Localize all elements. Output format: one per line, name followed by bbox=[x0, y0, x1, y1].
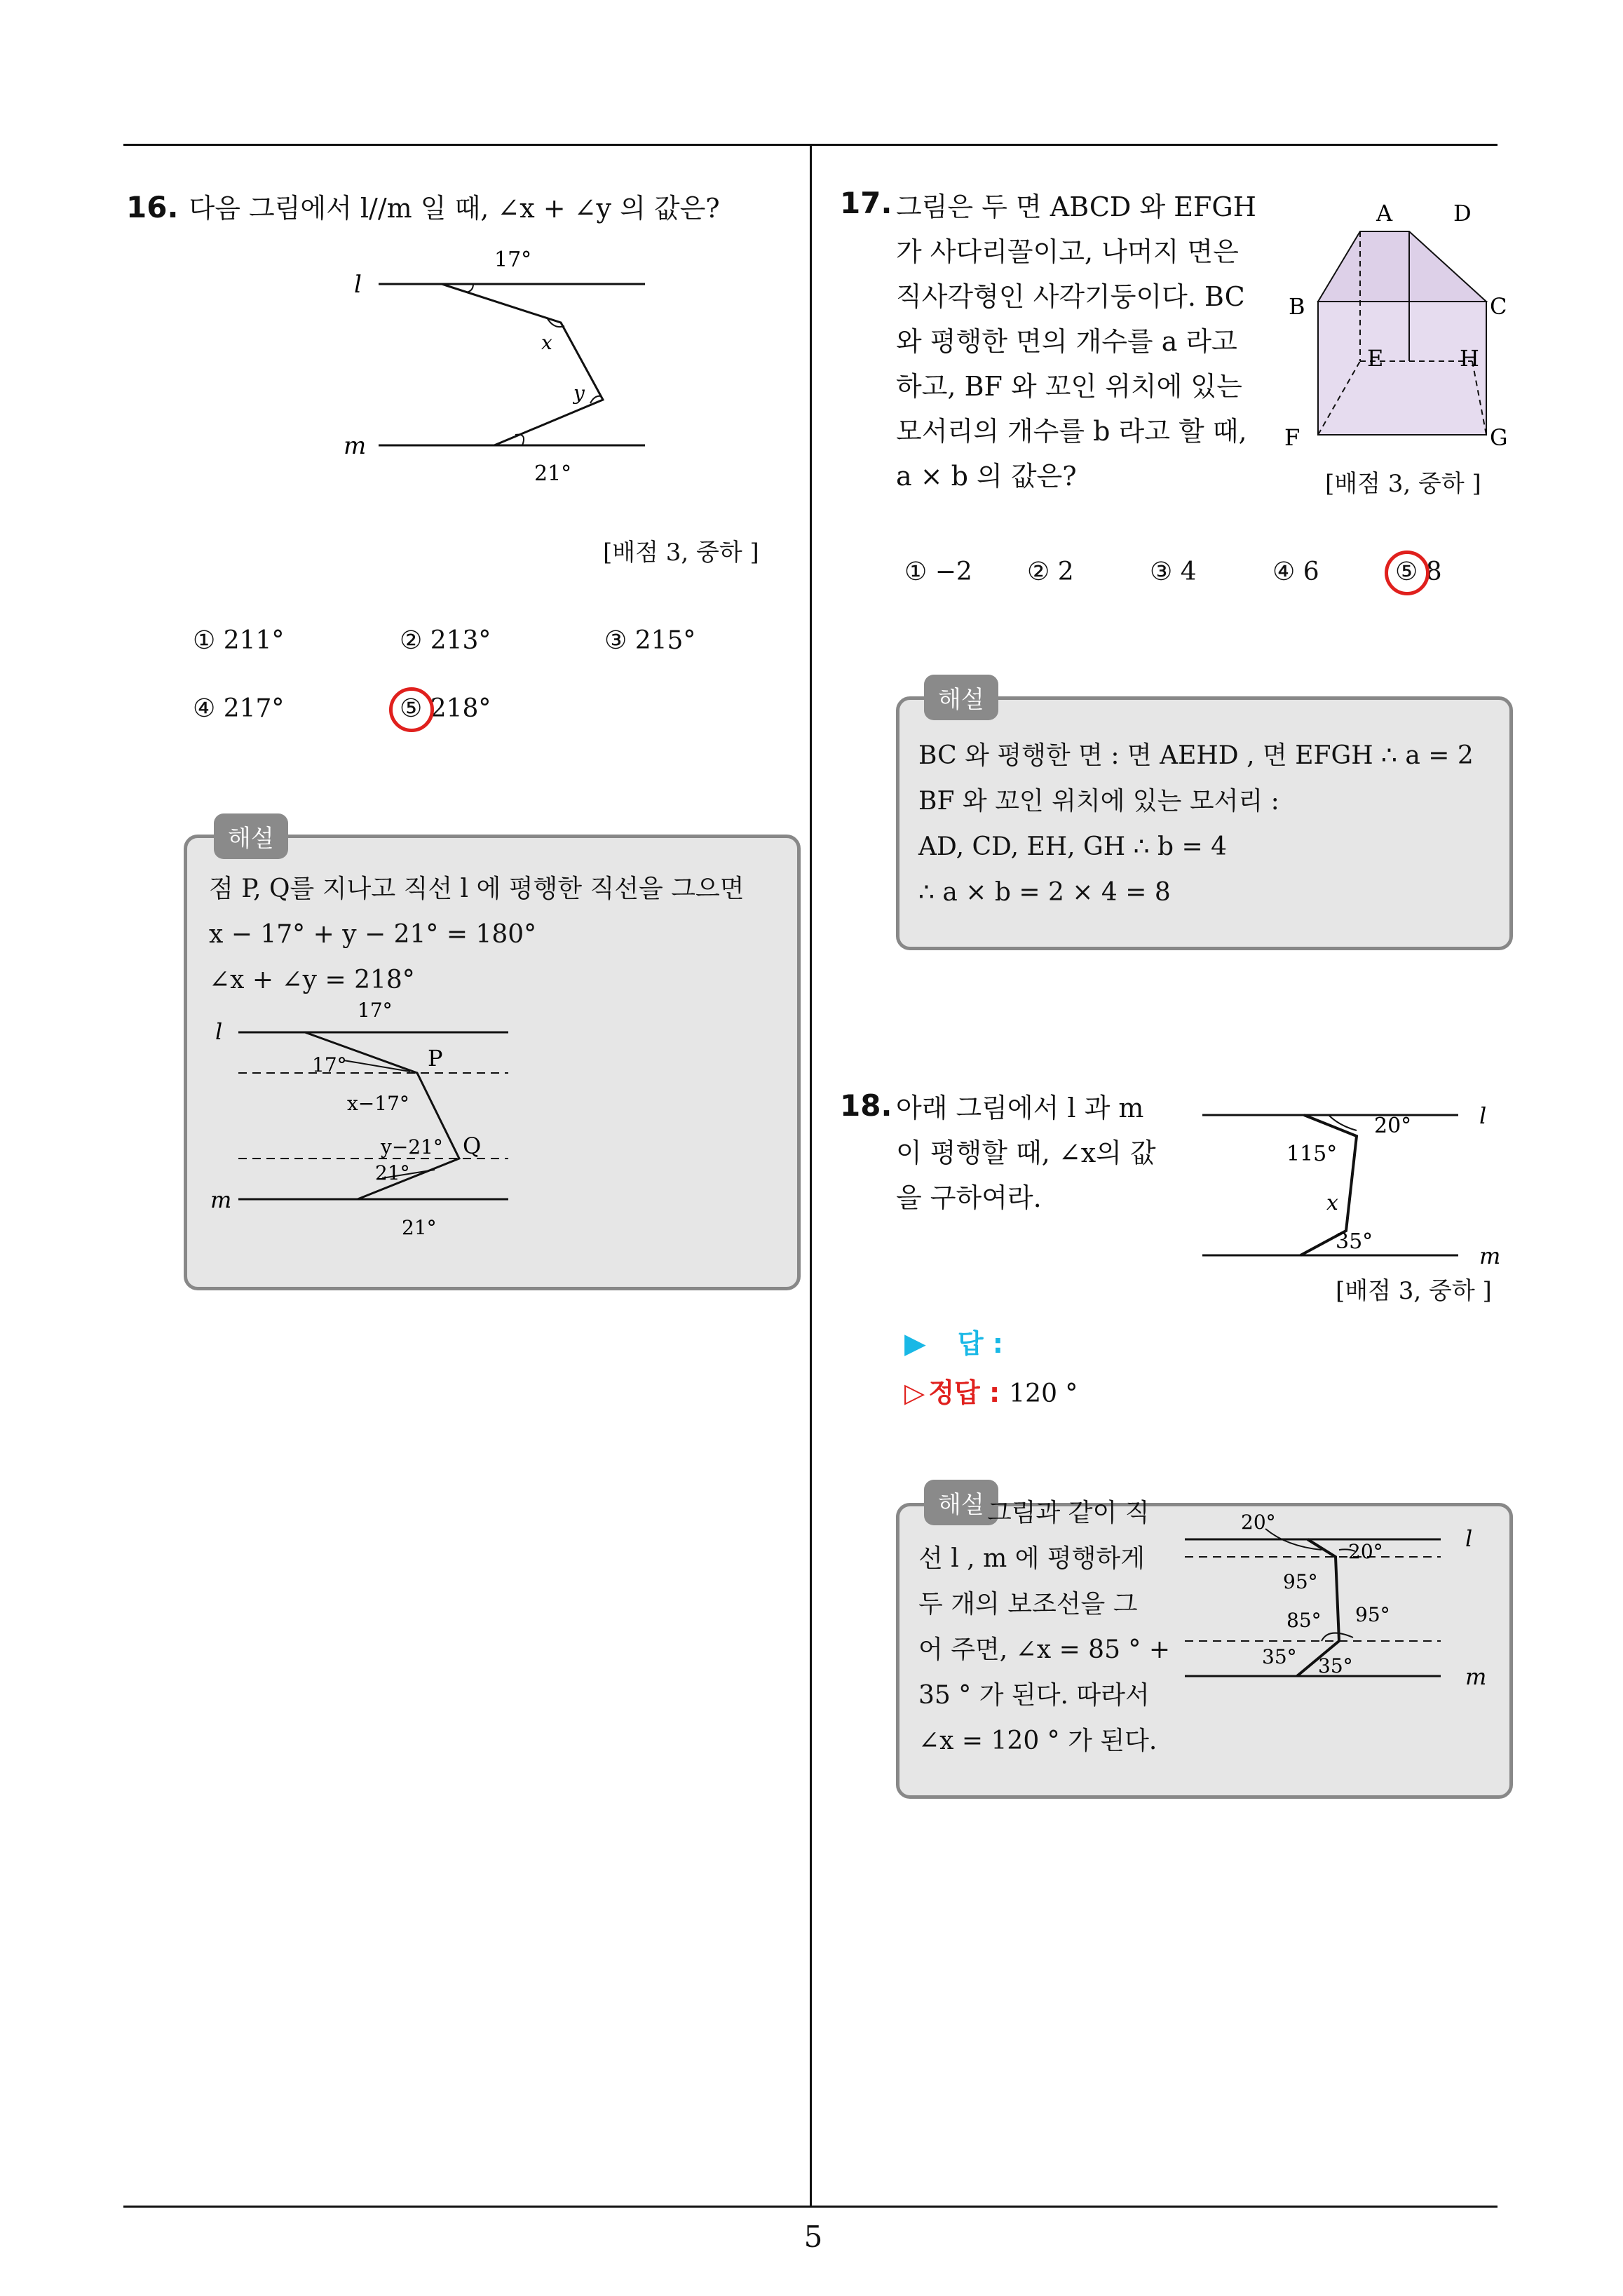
correct-label: 정답 : bbox=[928, 1377, 1000, 1408]
q16-choice-3[interactable]: ③ 215° bbox=[604, 626, 696, 655]
vertex-c: C bbox=[1490, 293, 1507, 320]
solution-line: 두 개의 보조선을 그 bbox=[918, 1590, 1138, 1619]
answer-row bbox=[904, 1322, 1003, 1360]
solution-line: AD, CD, EH, GH ∴ b = 4 bbox=[918, 832, 1227, 861]
q16-choice-1[interactable]: ① 211° bbox=[193, 626, 285, 655]
angle-y21: y−21° bbox=[381, 1135, 443, 1159]
page-number: 5 bbox=[803, 2220, 823, 2254]
correct-value: 120 ° bbox=[1009, 1379, 1078, 1408]
vertex-g: G bbox=[1490, 424, 1508, 451]
q17-choice-2[interactable]: ② 2 bbox=[1027, 558, 1074, 586]
vertex-a: A bbox=[1376, 200, 1393, 227]
line-m-label: m bbox=[1479, 1243, 1501, 1269]
solution-tag: 해설 bbox=[924, 675, 998, 720]
solution-line: 어 주면, ∠x = 85 ° + bbox=[918, 1635, 1171, 1664]
vertex-b: B bbox=[1289, 293, 1305, 320]
q17-meta: [배점 3, 중하 ] bbox=[1325, 470, 1481, 498]
solution-line: 35 ° 가 된다. 따라서 bbox=[918, 1681, 1150, 1710]
angle-115-label: 115° bbox=[1286, 1142, 1338, 1166]
q16-meta: [배점 3, 중하 ] bbox=[603, 539, 759, 567]
question-number: 18. bbox=[840, 1088, 892, 1123]
angle-x-label: x bbox=[541, 331, 552, 354]
angle-35-label: 35° bbox=[1336, 1229, 1373, 1254]
q16-choice-2[interactable]: ② 213° bbox=[400, 626, 491, 655]
angle-35-left: 35° bbox=[1262, 1645, 1297, 1668]
question-line: 아래 그림에서 l 과 m bbox=[896, 1093, 1144, 1123]
angle-35-right: 35° bbox=[1318, 1654, 1353, 1677]
vertex-f: F bbox=[1284, 424, 1301, 451]
question-number: 16. bbox=[126, 190, 179, 224]
q17-choice-4[interactable]: ④ 6 bbox=[1272, 558, 1319, 586]
angle-y-label: y bbox=[573, 381, 585, 405]
question-line: 직사각형인 사각기둥이다. BC bbox=[896, 281, 1245, 312]
q17-choice-3[interactable]: ③ 4 bbox=[1150, 558, 1197, 586]
solution-line: 점 P, Q를 지나고 직선 l 에 평행한 직선을 그으면 bbox=[209, 874, 745, 903]
q16-solution-figure bbox=[207, 996, 543, 1248]
vertex-e: E bbox=[1367, 345, 1384, 372]
selected-answer-mark bbox=[1385, 551, 1430, 595]
line-l-label: l bbox=[1465, 1525, 1473, 1552]
point-q-label: Q bbox=[463, 1133, 482, 1159]
angle-17-label: 17° bbox=[494, 248, 532, 272]
line-l-label: l bbox=[215, 1018, 223, 1045]
answer-arrow-icon: ▶ bbox=[904, 1328, 926, 1360]
q18-meta: [배점 3, 중하 ] bbox=[1336, 1277, 1492, 1305]
vertex-d: D bbox=[1453, 200, 1472, 227]
solution-line: 그림과 같이 직 bbox=[987, 1499, 1150, 1527]
solution-line: ∴ a × b = 2 × 4 = 8 bbox=[918, 878, 1171, 907]
solution-line: ∠x = 120 ° 가 된다. bbox=[918, 1727, 1157, 1755]
solution-tag: 해설 bbox=[924, 1480, 998, 1525]
angle-21-label: 21° bbox=[534, 461, 572, 486]
column-divider bbox=[810, 144, 812, 2208]
q18-solution-text bbox=[918, 1490, 1185, 1764]
angle-17-inner: 17° bbox=[312, 1053, 347, 1076]
answer-label: 답 : bbox=[957, 1328, 1003, 1359]
angle-x17: x−17° bbox=[347, 1092, 409, 1115]
q16-solution-text bbox=[209, 866, 784, 1003]
angle-20-right: 20° bbox=[1348, 1540, 1383, 1563]
selected-answer-mark bbox=[389, 687, 434, 732]
solution-line: BC 와 평행한 면 : 면 AEHD , 면 EFGH ∴ a = 2 bbox=[918, 741, 1474, 770]
question-line: 가 사다리꼴이고, 나머지 면은 bbox=[896, 236, 1239, 267]
q17-question-text bbox=[896, 184, 1268, 499]
correct-arrow-icon: ▷ bbox=[904, 1377, 925, 1408]
q18-solution-figure bbox=[1181, 1501, 1504, 1704]
q16-choice-4[interactable]: ④ 217° bbox=[193, 694, 285, 723]
angle-x-label: x bbox=[1326, 1191, 1338, 1215]
angle-17-top: 17° bbox=[358, 999, 393, 1022]
line-m-label: m bbox=[1465, 1663, 1487, 1690]
question-16 bbox=[126, 186, 792, 231]
solution-tag: 해설 bbox=[214, 813, 288, 859]
angle-20-top: 20° bbox=[1241, 1511, 1276, 1534]
bottom-rule bbox=[123, 2206, 1498, 2208]
q16-choice-5[interactable]: ⑤ 218° bbox=[400, 694, 491, 723]
vertex-h: H bbox=[1460, 345, 1479, 372]
question-line: 와 평행한 면의 개수를 a 라고 bbox=[896, 326, 1237, 357]
q17-prism-figure bbox=[1276, 189, 1528, 470]
question-line: 이 평행할 때, ∠x의 값 bbox=[896, 1137, 1156, 1168]
solution-line: BF 와 꼬인 위치에 있는 모서리 : bbox=[918, 787, 1279, 816]
q17-choice-1[interactable]: ① −2 bbox=[904, 558, 972, 586]
question-text: 다음 그림에서 l//m 일 때, ∠x + ∠y 의 값은? bbox=[189, 193, 720, 224]
solution-line: x − 17° + y − 21° = 180° bbox=[209, 920, 537, 949]
question-number: 17. bbox=[840, 186, 892, 220]
question-line: 하고, BF 와 꼬인 위치에 있는 bbox=[896, 371, 1242, 402]
question-line: a × b 의 값은? bbox=[896, 461, 1077, 492]
angle-95-left: 95° bbox=[1283, 1570, 1318, 1593]
angle-85: 85° bbox=[1286, 1609, 1322, 1632]
angle-21-inner: 21° bbox=[375, 1161, 410, 1184]
solution-line: 선 l , m 에 평행하게 bbox=[918, 1544, 1145, 1573]
angle-95-right: 95° bbox=[1355, 1603, 1390, 1626]
q17-solution-text bbox=[918, 733, 1493, 915]
point-p-label: P bbox=[428, 1045, 443, 1072]
line-m-label: m bbox=[210, 1187, 232, 1213]
q18-question-text bbox=[896, 1086, 1190, 1220]
q16-figure bbox=[337, 242, 659, 501]
q17-choice-5[interactable]: ⑤ 8 bbox=[1395, 558, 1442, 586]
question-line: 모서리의 개수를 b 라고 할 때, bbox=[896, 416, 1247, 447]
question-line: 을 구하여라. bbox=[896, 1182, 1042, 1213]
q18-figure bbox=[1199, 1094, 1507, 1276]
line-l-label: l bbox=[1479, 1102, 1487, 1129]
correct-answer-row bbox=[904, 1371, 1078, 1410]
angle-20-label: 20° bbox=[1374, 1114, 1412, 1138]
line-m-label: m bbox=[344, 432, 367, 460]
question-line: 그림은 두 면 ABCD 와 EFGH bbox=[896, 191, 1256, 222]
solution-line: ∠x + ∠y = 218° bbox=[209, 966, 415, 994]
line-l-label: l bbox=[354, 271, 362, 299]
angle-21-bottom: 21° bbox=[402, 1216, 437, 1239]
